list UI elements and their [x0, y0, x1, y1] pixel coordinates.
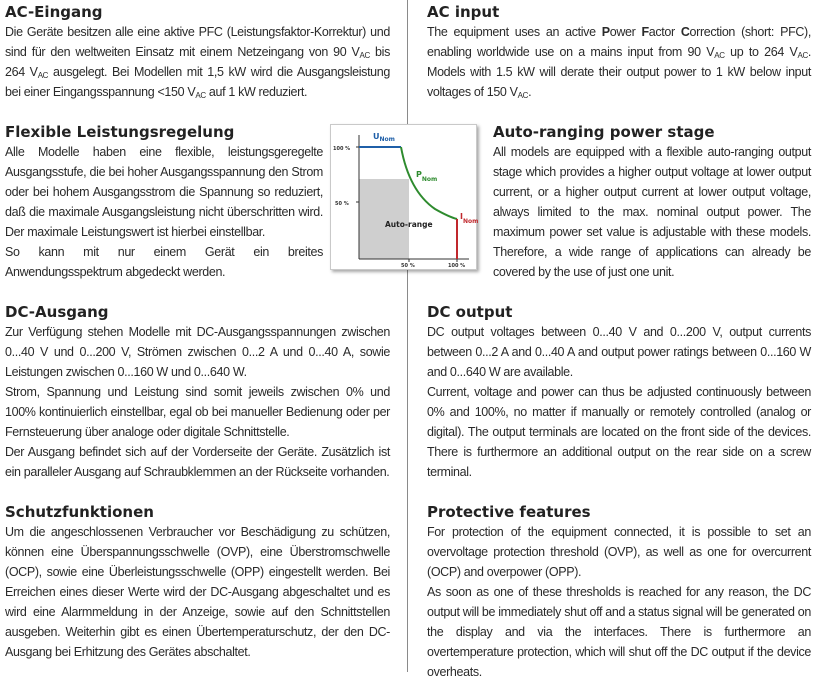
text-flex-1: Alle Modelle haben eine flexible, leistungsgeregelte Ausgangsstufe, die bei hoher Ausgangsspannung den Strom oder bei hohem Ausgangsstrom die Spannung so reduziert, daß die maximale Ausgangsleistung nicht überschritten wird. Der maximale Leistungswert ist hierbei einstellbar.: [5, 145, 323, 239]
heading-dc-ausgang: DC-Ausgang: [5, 303, 109, 321]
heading-protective-features: Protective features: [427, 503, 591, 521]
x-tick-50: 50 %: [401, 263, 415, 269]
auto-range-chart-svg: [331, 125, 479, 269]
text-dc-output-1: DC output voltages between 0...40 V and 0...200 V, output currents between 0...2 A and 0...40 A and output power ratings between 0...160 W and 0...640 W are available.: [427, 325, 811, 379]
x-tick-100: 100 %: [448, 263, 466, 269]
section-ac-eingang: [5, 3, 390, 102]
heading-auto-ranging: Auto-ranging power stage: [493, 123, 715, 141]
column-divider: [407, 0, 408, 672]
text-protective-1: For protection of the equipment connected, it is possible to set an overvoltage protection threshold (OVP), as well as one for overcurrent (OCP) and overpower (OPP).: [427, 525, 811, 579]
text-dc-1: Zur Verfügung stehen Modelle mit DC-Ausgangsspannungen zwischen 0...40 V und 0...200 V, Strömen zwischen 0...2 A und 0...40 A, sowie Leistungen zwischen 0...160 W und 0...640 W.: [5, 325, 390, 379]
text-dc-2: Strom, Spannung und Leistung sind somit jeweils zwischen 0% und 100% kontinuierlich einstellbar, egal ob bei manueller Bedienung oder per Fernsteuerung über analoge oder digitale Schnittstelle.: [5, 385, 390, 439]
heading-flexible-leistungsregelung: Flexible Leistungsregelung: [5, 123, 235, 141]
heading-ac-input: AC input: [427, 3, 500, 21]
y-tick-100: 100 %: [333, 146, 351, 152]
auto-range-diagram: [330, 124, 477, 270]
label-inom: $I_{Nom}$: [460, 212, 479, 225]
text-protective-2: As soon as one of these thresholds is reached for any reason, the DC output will be immediately shut off and a status signal will be generated on the display and via the interfaces. There is furthermore an overtemperature protection, which will shut off the DC output if the device overheats.: [427, 585, 811, 679]
text-schutz-1: Um die angeschlossenen Verbraucher vor Beschädigung zu schützen, können eine Überspannungsschwelle (OVP), eine Überstromschwelle (OCP), sowie eine Überleistungsschwelle (OPP) eingestellt werden. Bei Erreichen eines dieser Werte wird der DC-Ausgang abgeschaltet und es wird eine Alarmmeldung in der Anzeige, sowie auf den Schnittstellen ausgeben. Weiterhin gibt es einen Übertemperaturschutz, der den DC-Ausgang bei Erhitzung des Gerätes abschaltet.: [5, 525, 390, 659]
section-auto-ranging: [493, 123, 811, 282]
label-pnom: $P_{Nom}$: [416, 170, 438, 183]
power-curve: [401, 147, 457, 219]
text-ac-eingang: Die Geräte besitzen alle eine aktive PFC (Leistungsfaktor-Korrektur) und sind für den weltweiten Einsatz mit einem Netzeingang von 90 $V_{AC}$ bis 264 $V_{AC}$ ausgelegt. Bei Modellen mit 1,5 kW wird die Ausgangsleistung bei einer Eingangsspannung <150 $V_{AC}$ auf 1 kW reduziert.: [5, 25, 390, 100]
text-dc-3: Der Ausgang befindet sich auf der Vorderseite der Geräte. Zusätzlich ist ein paralleler Ausgang auf Schraubklemmen an der Rückseite vorhanden.: [5, 445, 390, 479]
section-dc-ausgang: [5, 303, 390, 482]
auto-range-area: [359, 179, 409, 259]
section-ac-input: [427, 3, 811, 102]
section-flexible-leistungsregelung: [5, 123, 323, 282]
text-auto-ranging: All models are equipped with a flexible auto-ranging output stage which provides a higher output voltage at lower output current, or a higher output current at lower output voltage, always limited to the max. nominal output power. The maximum power set value is adjustable with these models. Therefore, a wide range of applications can already be covered by the use of just one unit.: [493, 145, 811, 279]
label-unom: $U_{Nom}$: [373, 132, 395, 143]
text-ac-input: The equipment uses an active Power Factor Correction (short: PFC), enabling worldwide use on a mains input from 90 $V_{AC}$ up to 264 $V_{AC}$. Models with 1.5 kW will derate their output power to 1 kW below input voltages of 150 $V_{AC}$.: [427, 25, 812, 100]
section-dc-output: [427, 303, 811, 482]
heading-ac-eingang: AC-Eingang: [5, 3, 103, 21]
heading-dc-output: DC output: [427, 303, 513, 321]
y-tick-50: 50 %: [335, 201, 349, 207]
section-protective-features: [427, 503, 811, 682]
section-schutzfunktionen: [5, 503, 390, 662]
text-dc-output-2: Current, voltage and power can thus be adjusted continuously between 0% and 100%, no matter if manually or remotely controlled (analog or digital). The output terminals are located on the front side of the devices. There is furthermore an additional output on the rear side on a screw terminal.: [427, 385, 811, 479]
text-flex-2: So kann mit nur einem Gerät ein breites Anwendungsspektrum abgedeckt werden.: [5, 245, 323, 279]
heading-schutzfunktionen: Schutzfunktionen: [5, 503, 154, 521]
label-auto-range: Auto-range: [385, 220, 433, 229]
